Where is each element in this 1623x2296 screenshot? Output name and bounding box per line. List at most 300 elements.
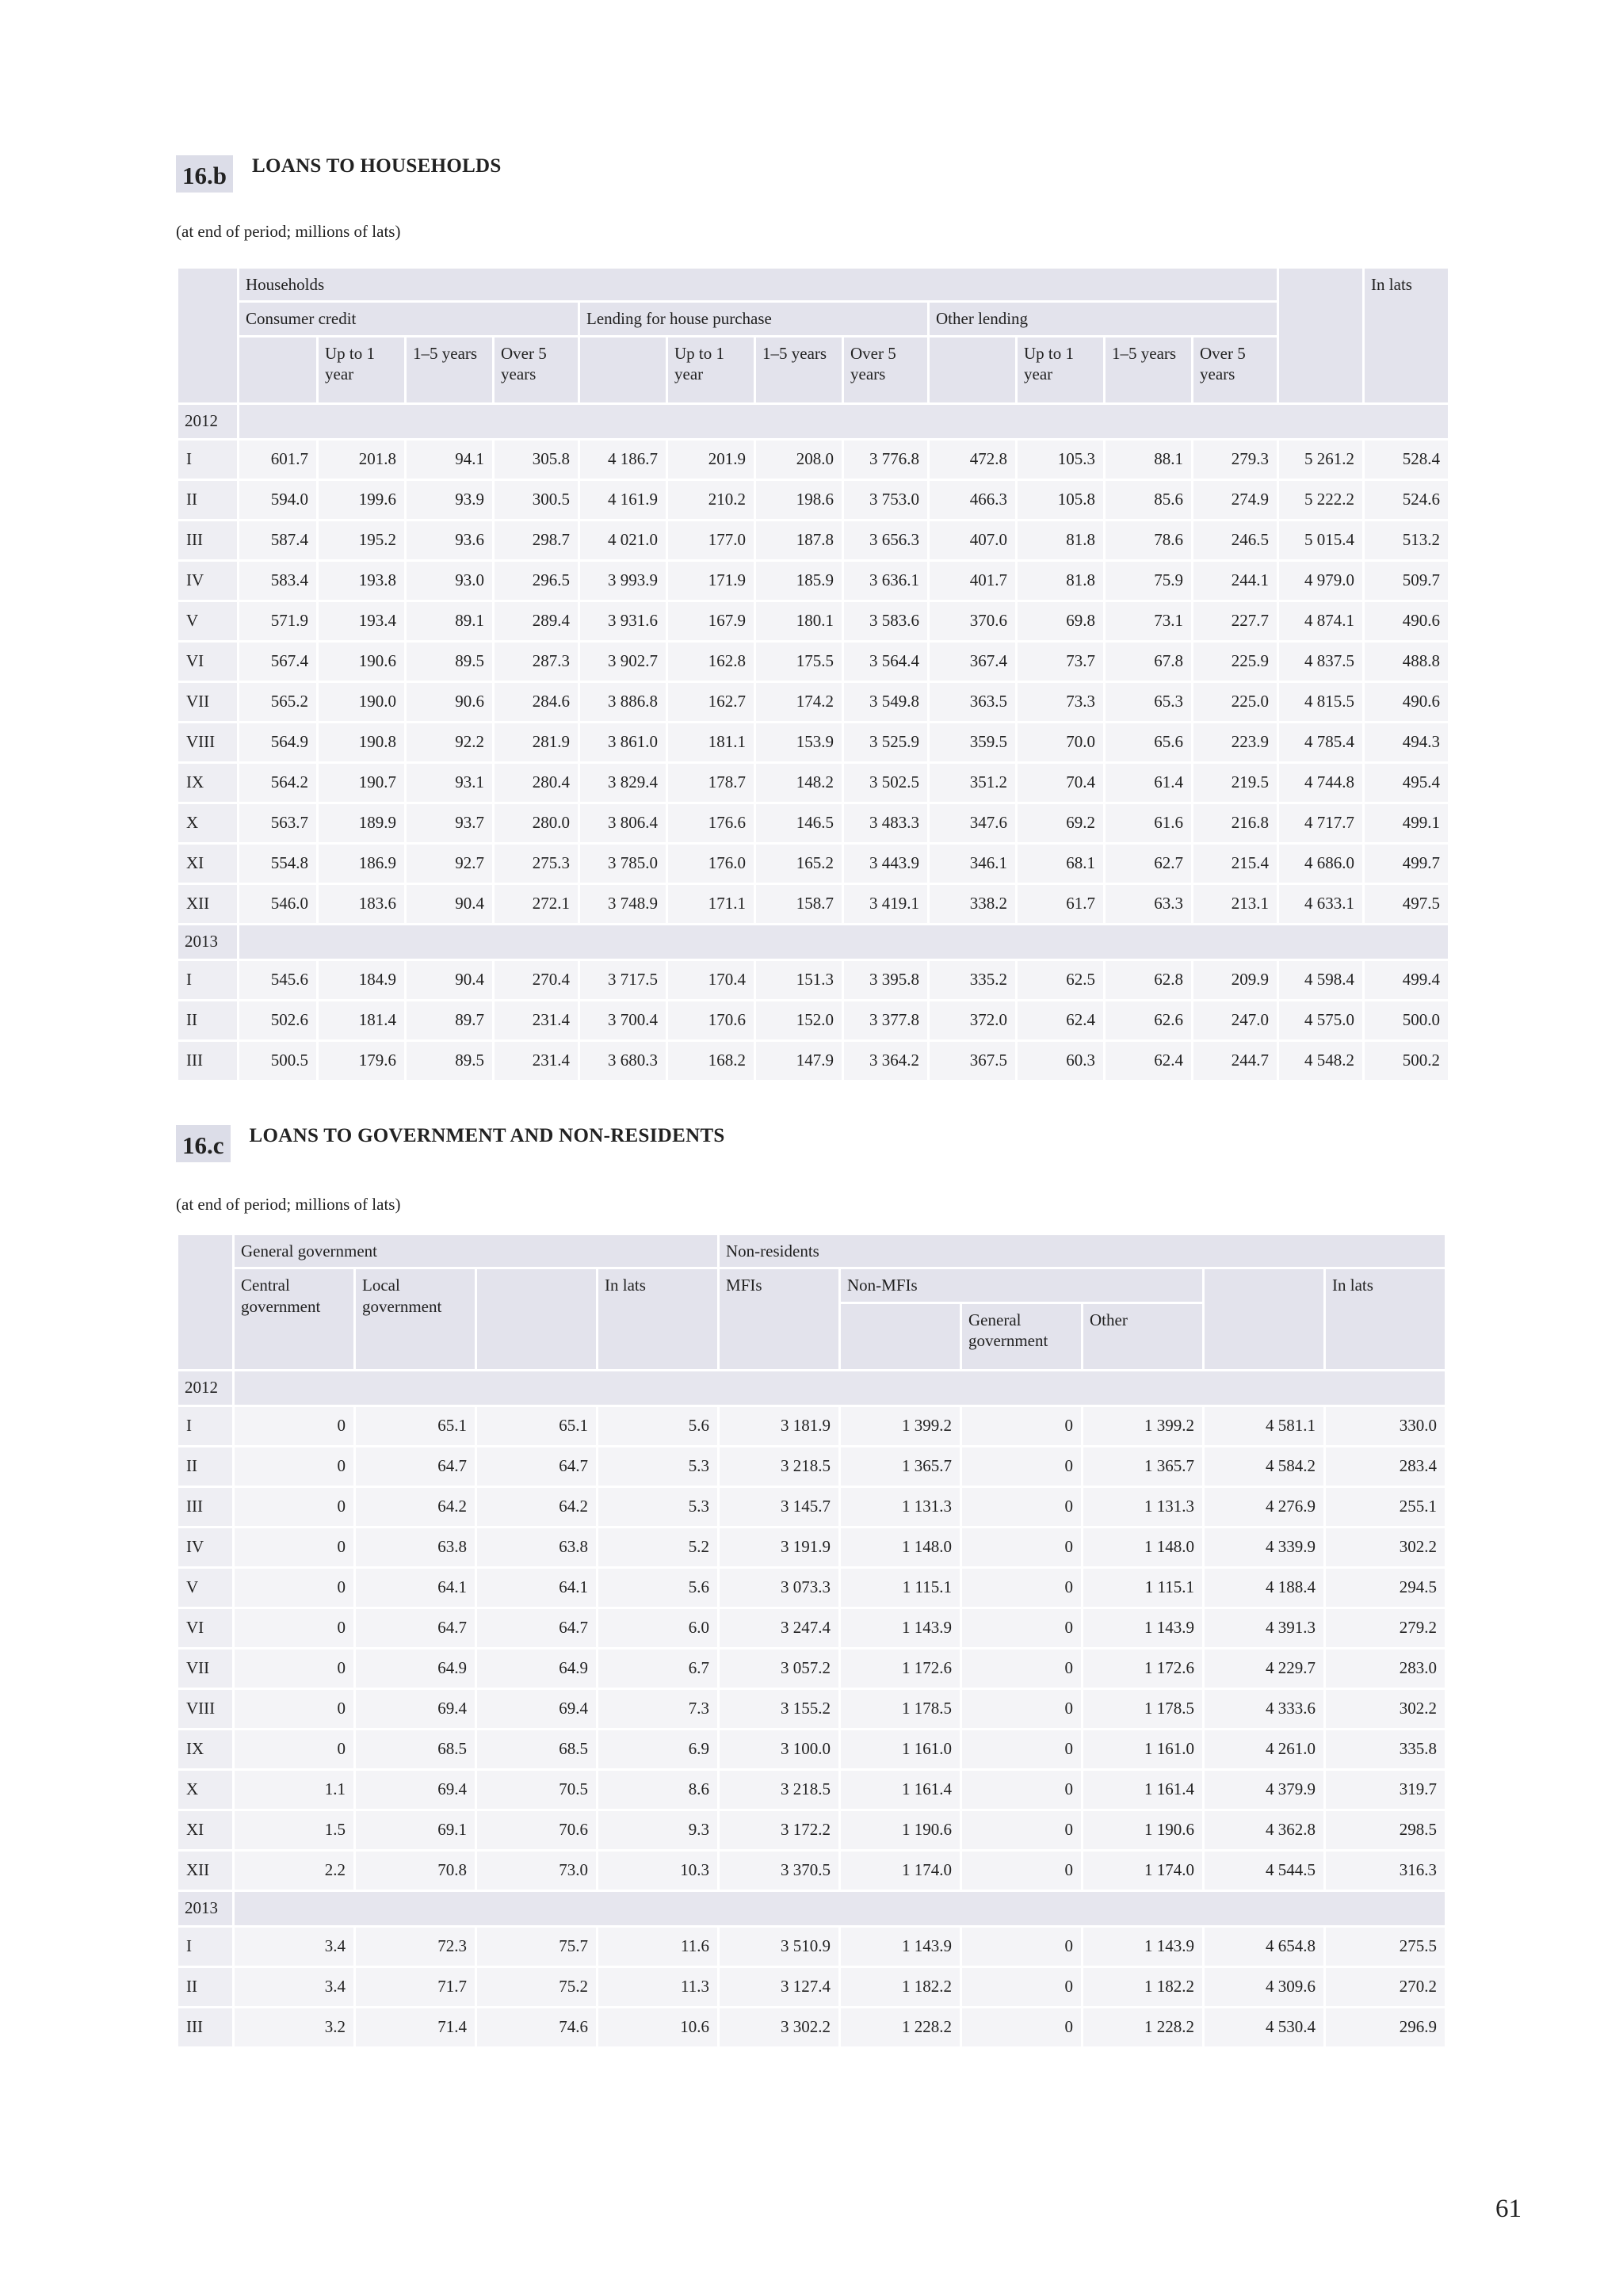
table-row bbox=[178, 1609, 1445, 1647]
year-label: 2013 bbox=[178, 925, 237, 959]
table-cell: 0 bbox=[962, 1407, 1081, 1445]
table-cell: 1 365.7 bbox=[1083, 1447, 1202, 1486]
table-cell: 1 182.2 bbox=[841, 1968, 960, 2006]
table-cell: 3 636.1 bbox=[844, 562, 927, 600]
table-cell: 4 686.0 bbox=[1279, 845, 1362, 883]
table-cell: 60.3 bbox=[1018, 1042, 1103, 1080]
table-cell: 195.2 bbox=[319, 521, 404, 559]
header-consumer-credit: Consumer credit bbox=[239, 303, 578, 334]
table-cell: 497.5 bbox=[1365, 885, 1448, 923]
table-cell: 1.1 bbox=[235, 1771, 353, 1809]
table-cell: 70.4 bbox=[1018, 764, 1103, 802]
table-cell: 90.6 bbox=[407, 683, 492, 721]
table-cell: 5 015.4 bbox=[1279, 521, 1362, 559]
header-general-government: General government bbox=[235, 1235, 717, 1267]
table-cell: 3 155.2 bbox=[720, 1690, 838, 1728]
table-cell: 499.1 bbox=[1365, 804, 1448, 842]
table-cell: 70.6 bbox=[477, 1811, 596, 1849]
table-cell: 0 bbox=[962, 1968, 1081, 2006]
table-cell: 283.4 bbox=[1326, 1447, 1445, 1486]
header-nonmfi-general-government: General government bbox=[962, 1304, 1081, 1369]
table-cell: 5.6 bbox=[598, 1569, 717, 1607]
table-cell: 3 525.9 bbox=[844, 723, 927, 761]
month-label: III bbox=[178, 1042, 237, 1080]
section-c-number: 16.c bbox=[176, 1125, 231, 1162]
table-cell: 275.5 bbox=[1326, 1928, 1445, 1966]
section-b-heading bbox=[176, 155, 502, 193]
table-cell: 3 218.5 bbox=[720, 1447, 838, 1486]
table-cell: 246.5 bbox=[1193, 521, 1277, 559]
month-label: IX bbox=[178, 764, 237, 802]
table-cell: 6.7 bbox=[598, 1650, 717, 1688]
table-cell: 583.4 bbox=[239, 562, 316, 600]
table-cell: 10.6 bbox=[598, 2008, 717, 2046]
table-cell: 73.0 bbox=[477, 1852, 596, 1890]
table-cell: 563.7 bbox=[239, 804, 316, 842]
table-cell: 90.4 bbox=[407, 885, 492, 923]
table-cell: 2.2 bbox=[235, 1852, 353, 1890]
table-cell: 4 309.6 bbox=[1205, 1968, 1323, 2006]
table-cell: 93.9 bbox=[407, 481, 492, 519]
table-cell: 4 379.9 bbox=[1205, 1771, 1323, 1809]
month-label: VI bbox=[178, 643, 237, 681]
table-cell: 3 443.9 bbox=[844, 845, 927, 883]
table-cell: 3 483.3 bbox=[844, 804, 927, 842]
table-row bbox=[178, 1690, 1445, 1728]
header-other-lending: Other lending bbox=[930, 303, 1277, 334]
section-b-subtitle: (at end of period; millions of lats) bbox=[176, 222, 401, 241]
table-cell: 3 181.9 bbox=[720, 1407, 838, 1445]
section-b-number: 16.b bbox=[176, 155, 233, 193]
table-cell: 11.6 bbox=[598, 1928, 717, 1966]
table-cell: 1 161.4 bbox=[841, 1771, 960, 1809]
table-cell: 3 583.6 bbox=[844, 602, 927, 640]
table-cell: 68.1 bbox=[1018, 845, 1103, 883]
month-label: VIII bbox=[178, 723, 237, 761]
table-cell: 210.2 bbox=[668, 481, 754, 519]
table-cell: 4 979.0 bbox=[1279, 562, 1362, 600]
table-row bbox=[178, 1811, 1445, 1849]
table-row bbox=[178, 602, 1448, 640]
header-blank bbox=[178, 1235, 232, 1369]
table-cell: 89.5 bbox=[407, 1042, 492, 1080]
table-cell: 105.3 bbox=[1018, 441, 1103, 479]
table-cell: 3 861.0 bbox=[580, 723, 666, 761]
table-cell: 5 222.2 bbox=[1279, 481, 1362, 519]
table-cell: 4 391.3 bbox=[1205, 1609, 1323, 1647]
table-cell: 401.7 bbox=[930, 562, 1015, 600]
table-cell: 223.9 bbox=[1193, 723, 1277, 761]
month-label: X bbox=[178, 1771, 232, 1809]
table-cell: 5.2 bbox=[598, 1528, 717, 1566]
table-cell: 225.9 bbox=[1193, 643, 1277, 681]
month-label: III bbox=[178, 1488, 232, 1526]
table-cell: 65.1 bbox=[356, 1407, 475, 1445]
table-cell: 565.2 bbox=[239, 683, 316, 721]
table-cell: 208.0 bbox=[756, 441, 842, 479]
table-cell: 490.6 bbox=[1365, 683, 1448, 721]
month-label: I bbox=[178, 1928, 232, 1966]
header-ol-1-5: 1–5 years bbox=[1106, 338, 1191, 402]
table-cell: 4 021.0 bbox=[580, 521, 666, 559]
table-cell: 3 057.2 bbox=[720, 1650, 838, 1688]
table-row bbox=[178, 885, 1448, 923]
table-cell: 64.9 bbox=[356, 1650, 475, 1688]
table-cell: 73.7 bbox=[1018, 643, 1103, 681]
month-label: V bbox=[178, 602, 237, 640]
header-blank bbox=[178, 269, 237, 402]
table-cell: 3 127.4 bbox=[720, 1968, 838, 2006]
table-cell: 146.5 bbox=[756, 804, 842, 842]
table-row bbox=[178, 1042, 1448, 1080]
table-row bbox=[178, 1771, 1445, 1809]
table-cell: 274.9 bbox=[1193, 481, 1277, 519]
table-cell: 296.5 bbox=[495, 562, 578, 600]
households-loans-table bbox=[176, 266, 1450, 1082]
month-label: II bbox=[178, 1447, 232, 1486]
table-cell: 69.4 bbox=[477, 1690, 596, 1728]
table-cell: 4 229.7 bbox=[1205, 1650, 1323, 1688]
table-cell: 5.3 bbox=[598, 1488, 717, 1526]
table-cell: 495.4 bbox=[1365, 764, 1448, 802]
table-cell: 347.6 bbox=[930, 804, 1015, 842]
table-cell: 1 174.0 bbox=[1083, 1852, 1202, 1890]
table-cell: 70.0 bbox=[1018, 723, 1103, 761]
table-cell: 177.0 bbox=[668, 521, 754, 559]
table-cell: 0 bbox=[962, 2008, 1081, 2046]
table-cell: 281.9 bbox=[495, 723, 578, 761]
table-cell: 11.3 bbox=[598, 1968, 717, 2006]
table-cell: 594.0 bbox=[239, 481, 316, 519]
table-cell: 255.1 bbox=[1326, 1488, 1445, 1526]
table-cell: 4 188.4 bbox=[1205, 1569, 1323, 1607]
year-label: 2013 bbox=[178, 1892, 232, 1925]
table-cell: 587.4 bbox=[239, 521, 316, 559]
table-cell: 61.7 bbox=[1018, 885, 1103, 923]
table-cell: 284.6 bbox=[495, 683, 578, 721]
table-cell: 367.5 bbox=[930, 1042, 1015, 1080]
section-c-heading bbox=[176, 1125, 725, 1162]
table-cell: 4 654.8 bbox=[1205, 1928, 1323, 1966]
table-row bbox=[178, 1001, 1448, 1039]
table-cell: 90.4 bbox=[407, 961, 492, 999]
table-cell: 0 bbox=[962, 1730, 1081, 1768]
table-cell: 500.0 bbox=[1365, 1001, 1448, 1039]
table-cell: 4 276.9 bbox=[1205, 1488, 1323, 1526]
table-cell: 554.8 bbox=[239, 845, 316, 883]
table-cell: 305.8 bbox=[495, 441, 578, 479]
table-cell: 0 bbox=[235, 1569, 353, 1607]
month-label: XII bbox=[178, 1852, 232, 1890]
table-cell: 472.8 bbox=[930, 441, 1015, 479]
table-cell: 67.8 bbox=[1106, 643, 1191, 681]
table-cell: 488.8 bbox=[1365, 643, 1448, 681]
table-row bbox=[178, 481, 1448, 519]
table-cell: 176.0 bbox=[668, 845, 754, 883]
month-label: XI bbox=[178, 845, 237, 883]
table-cell: 167.9 bbox=[668, 602, 754, 640]
table-cell: 64.1 bbox=[356, 1569, 475, 1607]
table-cell: 3 717.5 bbox=[580, 961, 666, 999]
table-cell: 0 bbox=[962, 1488, 1081, 1526]
table-cell: 4 333.6 bbox=[1205, 1690, 1323, 1728]
table-cell: 63.8 bbox=[477, 1528, 596, 1566]
table-cell: 1 143.9 bbox=[1083, 1928, 1202, 1966]
table-cell: 69.2 bbox=[1018, 804, 1103, 842]
month-label: III bbox=[178, 2008, 232, 2046]
year-row-fill bbox=[239, 925, 1448, 959]
header-ol-up-to-1: Up to 1 year bbox=[1018, 338, 1103, 402]
table-cell: 0 bbox=[235, 1528, 353, 1566]
table-cell: 3 902.7 bbox=[580, 643, 666, 681]
header-ol-over-5: Over 5 years bbox=[1193, 338, 1277, 402]
table-cell: 4 874.1 bbox=[1279, 602, 1362, 640]
table-cell: 71.4 bbox=[356, 2008, 475, 2046]
table-cell: 0 bbox=[235, 1447, 353, 1486]
table-cell: 244.7 bbox=[1193, 1042, 1277, 1080]
table-cell: 3 806.4 bbox=[580, 804, 666, 842]
table-cell: 1 178.5 bbox=[841, 1690, 960, 1728]
table-cell: 1 178.5 bbox=[1083, 1690, 1202, 1728]
table-cell: 72.3 bbox=[356, 1928, 475, 1966]
table-cell: 3 100.0 bbox=[720, 1730, 838, 1768]
table-cell: 3 748.9 bbox=[580, 885, 666, 923]
table-cell: 94.1 bbox=[407, 441, 492, 479]
table-cell: 162.7 bbox=[668, 683, 754, 721]
table-cell: 346.1 bbox=[930, 845, 1015, 883]
table-row bbox=[178, 1928, 1445, 1966]
table-cell: 64.7 bbox=[356, 1609, 475, 1647]
table-cell: 5.3 bbox=[598, 1447, 717, 1486]
table-cell: 69.4 bbox=[356, 1771, 475, 1809]
table-cell: 571.9 bbox=[239, 602, 316, 640]
table-cell: 244.1 bbox=[1193, 562, 1277, 600]
section-b-title: LOANS TO HOUSEHOLDS bbox=[252, 155, 502, 177]
table-cell: 0 bbox=[962, 1811, 1081, 1849]
header-mfis: MFIs bbox=[720, 1269, 838, 1368]
table-row bbox=[178, 1650, 1445, 1688]
table-cell: 296.9 bbox=[1326, 2008, 1445, 2046]
table-cell: 175.5 bbox=[756, 643, 842, 681]
table-cell: 62.4 bbox=[1018, 1001, 1103, 1039]
table-cell: 3 680.3 bbox=[580, 1042, 666, 1080]
header-nr-in-lats: In lats bbox=[1326, 1269, 1445, 1368]
table-cell: 162.8 bbox=[668, 643, 754, 681]
table-cell: 190.0 bbox=[319, 683, 404, 721]
table-cell: 62.5 bbox=[1018, 961, 1103, 999]
table-cell: 231.4 bbox=[495, 1001, 578, 1039]
table-cell: 5 261.2 bbox=[1279, 441, 1362, 479]
table-cell: 215.4 bbox=[1193, 845, 1277, 883]
table-cell: 69.1 bbox=[356, 1811, 475, 1849]
table-cell: 158.7 bbox=[756, 885, 842, 923]
table-cell: 0 bbox=[962, 1569, 1081, 1607]
header-non-mfis: Non-MFIs bbox=[841, 1269, 1202, 1301]
table-cell: 1 143.9 bbox=[1083, 1609, 1202, 1647]
table-cell: 4 544.5 bbox=[1205, 1852, 1323, 1890]
government-nonresidents-table bbox=[176, 1233, 1447, 2049]
table-cell: 0 bbox=[962, 1528, 1081, 1566]
table-row bbox=[178, 521, 1448, 559]
table-cell: 3 364.2 bbox=[844, 1042, 927, 1080]
year-label: 2012 bbox=[178, 1371, 232, 1405]
table-cell: 466.3 bbox=[930, 481, 1015, 519]
table-cell: 64.1 bbox=[477, 1569, 596, 1607]
header-cc-1-5: 1–5 years bbox=[407, 338, 492, 402]
table-cell: 88.1 bbox=[1106, 441, 1191, 479]
table-cell: 62.6 bbox=[1106, 1001, 1191, 1039]
table-cell: 64.2 bbox=[477, 1488, 596, 1526]
table-cell: 73.3 bbox=[1018, 683, 1103, 721]
table-cell: 216.8 bbox=[1193, 804, 1277, 842]
table-cell: 225.0 bbox=[1193, 683, 1277, 721]
month-label: III bbox=[178, 521, 237, 559]
table-cell: 279.2 bbox=[1326, 1609, 1445, 1647]
table-cell: 3 829.4 bbox=[580, 764, 666, 802]
table-cell: 227.7 bbox=[1193, 602, 1277, 640]
table-cell: 152.0 bbox=[756, 1001, 842, 1039]
table-cell: 65.6 bbox=[1106, 723, 1191, 761]
header-lh-up-to-1: Up to 1 year bbox=[668, 338, 754, 402]
table-cell: 3 370.5 bbox=[720, 1852, 838, 1890]
table-cell: 201.9 bbox=[668, 441, 754, 479]
table-cell: 64.2 bbox=[356, 1488, 475, 1526]
table-cell: 85.6 bbox=[1106, 481, 1191, 519]
table-cell: 3 172.2 bbox=[720, 1811, 838, 1849]
year-row-fill bbox=[239, 405, 1448, 438]
table-cell: 3 302.2 bbox=[720, 2008, 838, 2046]
table-cell: 330.0 bbox=[1326, 1407, 1445, 1445]
table-cell: 69.8 bbox=[1018, 602, 1103, 640]
table-cell: 1 143.9 bbox=[841, 1928, 960, 1966]
table-cell: 93.0 bbox=[407, 562, 492, 600]
table-row bbox=[178, 643, 1448, 681]
table-cell: 294.5 bbox=[1326, 1569, 1445, 1607]
header-nr-total bbox=[1205, 1269, 1323, 1368]
table-cell: 0 bbox=[235, 1650, 353, 1688]
table-cell: 75.7 bbox=[477, 1928, 596, 1966]
table-cell: 201.8 bbox=[319, 441, 404, 479]
month-label: VII bbox=[178, 683, 237, 721]
table-cell: 81.8 bbox=[1018, 521, 1103, 559]
table-cell: 190.6 bbox=[319, 643, 404, 681]
table-cell: 4 598.4 bbox=[1279, 961, 1362, 999]
table-cell: 3 377.8 bbox=[844, 1001, 927, 1039]
table-cell: 171.1 bbox=[668, 885, 754, 923]
table-cell: 168.2 bbox=[668, 1042, 754, 1080]
table-row bbox=[178, 723, 1448, 761]
table-cell: 64.7 bbox=[477, 1447, 596, 1486]
month-label: I bbox=[178, 961, 237, 999]
table-cell: 3.4 bbox=[235, 1928, 353, 1966]
table-cell: 193.4 bbox=[319, 602, 404, 640]
table-row bbox=[178, 1528, 1445, 1566]
table-cell: 513.2 bbox=[1365, 521, 1448, 559]
table-cell: 213.1 bbox=[1193, 885, 1277, 923]
table-cell: 1 182.2 bbox=[1083, 1968, 1202, 2006]
month-label: XI bbox=[178, 1811, 232, 1849]
table-cell: 3 886.8 bbox=[580, 683, 666, 721]
header-households: Households bbox=[239, 269, 1277, 300]
month-label: XII bbox=[178, 885, 237, 923]
table-cell: 64.7 bbox=[477, 1609, 596, 1647]
table-cell: 302.2 bbox=[1326, 1690, 1445, 1728]
header-in-lats: In lats bbox=[1365, 269, 1448, 402]
table-cell: 4 633.1 bbox=[1279, 885, 1362, 923]
table-cell: 75.2 bbox=[477, 1968, 596, 2006]
table-cell: 198.6 bbox=[756, 481, 842, 519]
table-cell: 4 261.0 bbox=[1205, 1730, 1323, 1768]
table-cell: 3 700.4 bbox=[580, 1001, 666, 1039]
table-cell: 170.6 bbox=[668, 1001, 754, 1039]
table-cell: 564.2 bbox=[239, 764, 316, 802]
table-cell: 176.6 bbox=[668, 804, 754, 842]
table-cell: 0 bbox=[235, 1488, 353, 1526]
table-row bbox=[178, 1447, 1445, 1486]
table-cell: 3 776.8 bbox=[844, 441, 927, 479]
table-cell: 0 bbox=[235, 1407, 353, 1445]
table-cell: 70.5 bbox=[477, 1771, 596, 1809]
table-cell: 1 190.6 bbox=[1083, 1811, 1202, 1849]
table-cell: 1 190.6 bbox=[841, 1811, 960, 1849]
table-cell: 179.6 bbox=[319, 1042, 404, 1080]
table-cell: 69.4 bbox=[356, 1690, 475, 1728]
header-non-residents: Non-residents bbox=[720, 1235, 1445, 1267]
month-label: IX bbox=[178, 1730, 232, 1768]
header-gg-in-lats: In lats bbox=[598, 1269, 717, 1368]
table-cell: 73.1 bbox=[1106, 602, 1191, 640]
table-cell: 4 584.2 bbox=[1205, 1447, 1323, 1486]
table-cell: 64.9 bbox=[477, 1650, 596, 1688]
table-cell: 300.5 bbox=[495, 481, 578, 519]
table-cell: 4 717.7 bbox=[1279, 804, 1362, 842]
table-cell: 178.7 bbox=[668, 764, 754, 802]
month-label: IV bbox=[178, 562, 237, 600]
table-cell: 502.6 bbox=[239, 1001, 316, 1039]
table-row bbox=[178, 1852, 1445, 1890]
month-label: VII bbox=[178, 1650, 232, 1688]
month-label: VI bbox=[178, 1609, 232, 1647]
header-central-government: Central government bbox=[235, 1269, 353, 1368]
table-cell: 3 419.1 bbox=[844, 885, 927, 923]
table-cell: 302.2 bbox=[1326, 1528, 1445, 1566]
table-cell: 1 161.0 bbox=[1083, 1730, 1202, 1768]
header-cc-over-5: Over 5 years bbox=[495, 338, 578, 402]
table-cell: 407.0 bbox=[930, 521, 1015, 559]
table-cell: 81.8 bbox=[1018, 562, 1103, 600]
table-cell: 199.6 bbox=[319, 481, 404, 519]
table-cell: 3 785.0 bbox=[580, 845, 666, 883]
table-cell: 65.1 bbox=[477, 1407, 596, 1445]
table-cell: 1 161.0 bbox=[841, 1730, 960, 1768]
header-lh-total bbox=[580, 338, 666, 402]
table-cell: 63.8 bbox=[356, 1528, 475, 1566]
table-cell: 148.2 bbox=[756, 764, 842, 802]
table-cell: 7.3 bbox=[598, 1690, 717, 1728]
table-cell: 490.6 bbox=[1365, 602, 1448, 640]
table-cell: 338.2 bbox=[930, 885, 1015, 923]
table-cell: 92.2 bbox=[407, 723, 492, 761]
table-cell: 3 247.4 bbox=[720, 1609, 838, 1647]
table-cell: 170.4 bbox=[668, 961, 754, 999]
table-cell: 4 785.4 bbox=[1279, 723, 1362, 761]
table-cell: 1 115.1 bbox=[841, 1569, 960, 1607]
table-cell: 0 bbox=[962, 1609, 1081, 1647]
table-cell: 289.4 bbox=[495, 602, 578, 640]
table-cell: 93.1 bbox=[407, 764, 492, 802]
table-row bbox=[178, 764, 1448, 802]
table-cell: 89.5 bbox=[407, 643, 492, 681]
